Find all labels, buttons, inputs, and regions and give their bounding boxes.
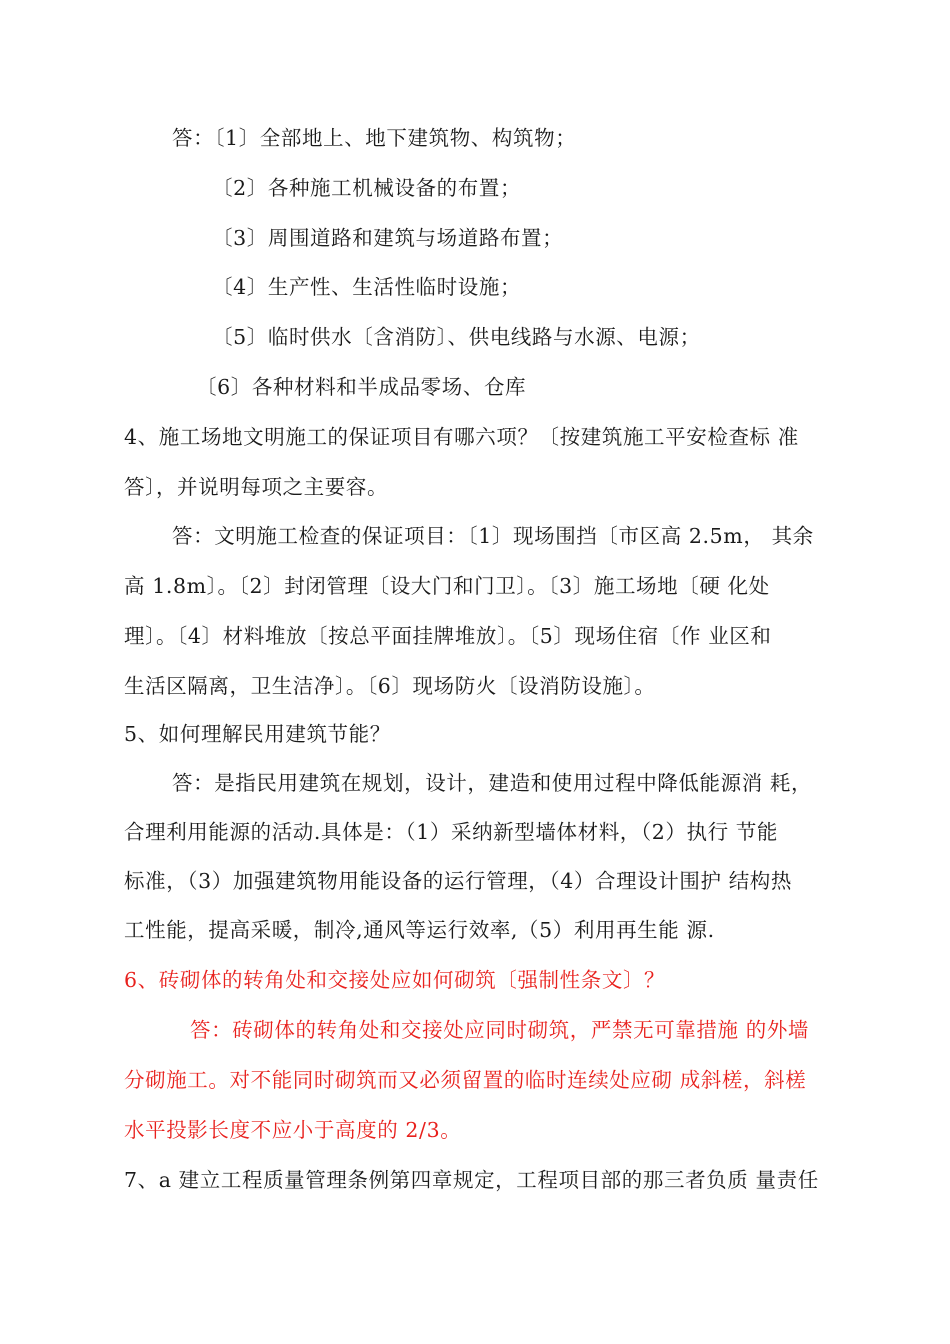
answer-5-line-3: 标准，（3）加强建筑物用能设备的运行管理，（4）合理设计围护 结构热 <box>124 869 792 893</box>
answer3-item-2: 〔2〕各种施工机械设备的布置； <box>212 176 522 200</box>
answer-4-line-4: 生活区隔离，卫生洁净〕。〔6〕现场防火〔设消防设施〕。 <box>124 674 656 698</box>
answer-6-line-1: 答：砖砌体的转角处和交接处应同时砌筑，严禁无可靠措施 的外墙 <box>190 1018 810 1042</box>
answer-5-line-4: 工性能，提高采暖，制冷,通风等运行效率,（5）利用再生能 源. <box>124 918 715 942</box>
question-4-line-2: 答〕，并说明每项之主要容。 <box>124 475 389 499</box>
answer-6-line-3: 水平投影长度不应小于高度的 2/3。 <box>124 1118 462 1142</box>
answer3-item-6: 〔6〕各种材料和半成品零场、仓库 <box>196 375 527 399</box>
question-6: 6、砖砌体的转角处和交接处应如何砌筑〔强制性条文〕？ <box>124 968 666 992</box>
answer3-item-1: 答：〔1〕全部地上、地下建筑物、构筑物； <box>172 126 577 150</box>
answer-4-line-1: 答：文明施工检查的保证项目：〔1〕现场围挡〔市区高 2.5m， 其余 <box>172 524 814 548</box>
answer-5-line-2: 合理利用能源的活动.具体是：（1）采纳新型墙体材料，（2）执行 节能 <box>124 820 779 844</box>
answer-4-line-3: 理〕。〔4〕材料堆放〔按总平面挂牌堆放〕。〔5〕现场住宿〔作 业区和 <box>124 624 772 648</box>
answer3-item-3: 〔3〕周围道路和建筑与场道路布置； <box>212 226 564 250</box>
answer3-item-5: 〔5〕临时供水〔含消防〕、供电线路与水源、电源； <box>212 325 701 349</box>
answer-6-line-2: 分砌施工。对不能同时砌筑而又必须留置的临时连续处应砌 成斜槎，斜槎 <box>124 1068 807 1092</box>
question-4-line-1: 4、施工场地文明施工的保证项目有哪六项？〔按建筑施工平安检查标 准 <box>124 425 799 449</box>
question-5: 5、如何理解民用建筑节能？ <box>124 722 391 746</box>
answer-4-line-2: 高 1.8m〕。〔2〕封闭管理〔设大门和门卫〕。〔3〕施工场地〔硬 化处 <box>124 574 770 598</box>
answer-5-line-1: 答：是指民用建筑在规划，设计，建造和使用过程中降低能源消 耗， <box>172 771 813 795</box>
question-7: 7、a 建立工程质量管理条例第四章规定，工程项目部的那三者负质 量责任 <box>124 1168 819 1192</box>
answer3-item-4: 〔4〕生产性、生活性临时设施； <box>212 275 522 299</box>
